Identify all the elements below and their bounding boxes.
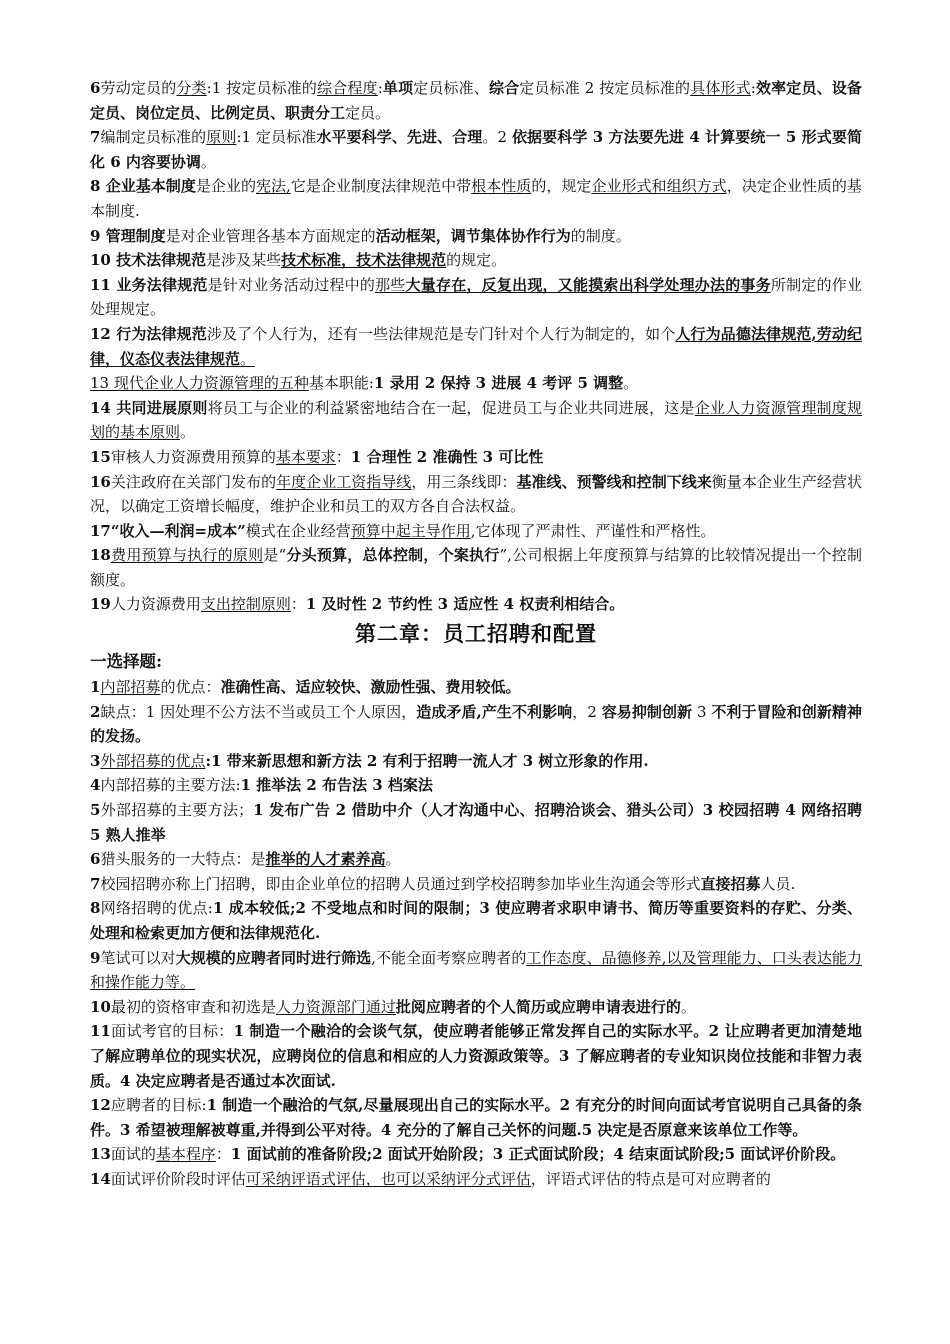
text-segment: 12 (90, 1096, 111, 1115)
list-item (90, 76, 862, 125)
text-segment: 直接招募 (700, 874, 761, 893)
text-segment: 可采纳评语式评估，也可以采纳评分式评估 (245, 1169, 531, 1188)
text-segment: 是针对业务活动过程中的 (207, 275, 376, 294)
text-segment: 年度企业工资指导线 (276, 472, 412, 491)
text-segment: 7 (90, 874, 101, 893)
text-segment: 是对企业管理各基本方面规定的 (165, 226, 376, 245)
text-segment: 人力资源部门通过 (275, 997, 396, 1016)
text-segment: ： (215, 1145, 231, 1164)
text-segment: ，2 (572, 702, 602, 721)
list-item (90, 1019, 862, 1093)
text-segment: 内部招募的主要方法: (100, 776, 241, 795)
list-item (90, 125, 862, 174)
text-segment: 1 (90, 678, 101, 697)
text-segment: 。 (680, 997, 696, 1016)
text-segment: 。 (623, 374, 639, 393)
text-segment: 15 (90, 447, 111, 466)
list-item (90, 798, 862, 847)
text-segment: 10 (90, 997, 111, 1016)
chapter1-list (90, 76, 862, 617)
text-segment: 14 (90, 1169, 111, 1188)
text-segment: 9 管理制度 (90, 226, 166, 245)
text-segment: 。 (240, 349, 256, 368)
text-segment: 19 (90, 595, 111, 614)
text-segment: 基本职能: (308, 374, 374, 393)
text-segment: ,不能全面考察应聘者的 (371, 948, 527, 967)
text-segment: 水平要科学、先进、合理 (316, 128, 483, 147)
text-segment: ，评语式评估的特点是可对应聘者的 (530, 1169, 771, 1188)
text-segment: 具体形式 (690, 79, 751, 97)
list-item (90, 445, 862, 470)
text-segment: 那些 (375, 275, 406, 294)
text-segment: 容易抑制创新 (601, 702, 693, 721)
text-segment: 综合 (488, 79, 520, 97)
text-segment: 1 推举法 2 布告法 3 档案法 (240, 776, 433, 795)
list-item (90, 700, 862, 749)
text-segment: 宪法, (255, 177, 291, 196)
text-segment: 预算中起主导作用 (350, 521, 471, 540)
text-segment: 1 面试前的准备阶段;2 面试开始阶段；3 正式面试阶段；4 结束面试阶段;5 面试评价阶段。 (230, 1145, 846, 1164)
list-item (90, 896, 862, 945)
text-segment: 缺点：1 因处理不公方法不当或员工个人原因， (100, 702, 417, 721)
text-segment: 大规模的应聘者同时进行筛选 (175, 948, 372, 967)
text-segment: 面试的 (110, 1145, 156, 1164)
list-item (90, 1142, 862, 1167)
text-segment: 17“收入—利润=成本” (90, 521, 246, 540)
text-segment: 1 制造一个融洽的气氛,尽量展现出自己的实际水平。2 有充分的时间向面试考官说明自己具备的条件。3 希望被理解被尊重,并得到公平对待。4 充分的了解自己关怀的问题.5 决定是否原意来该单位工作等。 (90, 1096, 862, 1139)
text-segment: 13 现代企业人力资源管理的五种 (90, 374, 309, 393)
text-segment: 猎头服务的一大特点：是 (100, 850, 266, 869)
text-segment: 14 共同进展原则 (90, 398, 208, 417)
text-segment: 2 (90, 702, 101, 721)
text-segment: 的优点： (160, 678, 221, 697)
list-item (90, 847, 862, 872)
text-segment: : (750, 79, 756, 97)
text-segment: 综合程度 (317, 79, 378, 97)
text-segment: 涉及了个人行为，还有一些法律规范是专门针对个人行为制定的，如个 (206, 324, 676, 343)
text-segment: 16 (90, 472, 111, 491)
text-segment: 活动框架，调节集体协作行为 (375, 226, 571, 245)
text-segment: 人行为品德法律规范,劳动纪律，仪态仪表法律规范 (90, 324, 862, 368)
text-segment: 的规定。 (446, 251, 507, 270)
text-segment: 面试评价阶段时评估 (110, 1169, 246, 1188)
list-item (90, 396, 862, 445)
text-segment: 是涉及某些 (206, 251, 282, 270)
text-segment: 模式在企业经营 (245, 521, 351, 540)
text-segment: 准确性高、适应较快、激励性强、费用较低。 (220, 678, 521, 697)
chapter2-list (90, 675, 862, 1191)
text-segment: 18 (90, 546, 111, 565)
list-item (90, 749, 862, 774)
text-segment: :1 带来新思想和新方法 2 有利于招聘一流人才 3 树立形象的作用. (205, 751, 649, 770)
text-segment: 关注政府在关部门发布的 (110, 472, 277, 491)
text-segment: 编制定员标准的 (100, 128, 207, 147)
text-segment: 分头预算，总体控制，个案执行 (286, 546, 500, 565)
list-item (90, 773, 862, 798)
text-segment: 费用预算与执行的原则 (110, 546, 264, 565)
text-segment: 基准线、预警线和控制下线来 (516, 472, 712, 491)
text-segment: 。 (385, 850, 401, 869)
list-item (90, 519, 862, 544)
text-segment: 是“ (263, 546, 287, 565)
text-segment: 基本要求 (275, 447, 336, 466)
text-segment: 定员标准、 (413, 79, 489, 97)
text-segment: 最初的资格审查和初选是 (110, 997, 276, 1016)
list-item (90, 470, 862, 519)
text-segment: 基本程序 (155, 1145, 216, 1164)
text-segment: 审核人力资源费用预算的 (110, 447, 276, 466)
text-segment: 支出控制原则 (200, 595, 291, 614)
text-segment: 外部招募的优点 (100, 751, 206, 770)
list-item (90, 248, 862, 273)
text-segment: : (377, 79, 383, 97)
list-item (90, 322, 862, 371)
text-segment: 企业形式和组织方式 (591, 177, 727, 196)
text-segment: 劳动定员的 (100, 79, 177, 97)
text-segment: 5 (90, 801, 101, 820)
text-segment: 3 (692, 702, 712, 721)
list-item (90, 1167, 862, 1192)
text-segment: 面试考官的目标： (110, 1022, 234, 1041)
text-segment: 8 (90, 899, 101, 918)
text-segment: ,它体现了严肃性、严谨性和严格性。 (470, 521, 716, 540)
text-segment: :1 按定员标准的 (206, 79, 318, 97)
text-segment: 应聘者的目标: (110, 1096, 207, 1115)
text-segment: 所制定的作业处理规定。 (90, 275, 862, 319)
text-segment: 4 (90, 776, 101, 795)
section-title: 一选择题: (90, 652, 163, 672)
list-item (90, 675, 862, 700)
list-item (90, 224, 862, 249)
text-segment: 内部招募 (100, 678, 161, 697)
list-item (90, 995, 862, 1020)
text-segment: 将员工与企业的利益紧密地结合在一起，促进员工与企业共同进展，这是 (207, 398, 695, 417)
text-segment: 10 技术法律规范 (90, 251, 207, 270)
text-segment: :1 定员标准 (236, 128, 317, 147)
text-segment: 分类 (176, 79, 207, 97)
text-segment: 1 发布广告 2 借助中介（人才沟通中心、招聘洽谈会、猎头公司）3 校园招聘 4 网络招聘 5 熟人推举 (90, 801, 862, 844)
list-item (90, 371, 862, 396)
text-segment: 企业人力资源管理制度规划的基本原则 (90, 398, 862, 442)
text-segment: 原则 (206, 128, 237, 147)
text-segment: 定员。 (345, 103, 391, 122)
text-segment: ，决定企业性质的基本制度. (90, 177, 862, 220)
list-item (90, 1093, 862, 1142)
text-segment: 不利于冒险和创新精神的发扬。 (90, 702, 862, 746)
text-segment: 7 (90, 128, 101, 147)
text-segment: 6 (90, 850, 101, 869)
text-segment: 外部招募的主要方法； (100, 801, 254, 820)
list-item (90, 543, 862, 592)
text-segment: 11 (90, 1022, 111, 1041)
text-segment: 1 录用 2 保持 3 进展 4 考评 5 调整 (373, 374, 624, 393)
text-segment: 技术标准，技术法律规范 (281, 251, 447, 270)
text-segment: 3 (90, 751, 101, 770)
text-segment: ，用三条线即： (411, 472, 517, 491)
list-item (90, 946, 862, 995)
text-segment: 13 (90, 1145, 111, 1164)
text-segment: 推举的人才素养高 (265, 850, 386, 869)
list-item (90, 273, 862, 322)
chapter-title: 第二章：员工招聘和配置 (355, 621, 597, 647)
text-segment: 。2 (482, 128, 512, 147)
text-segment: 网络招聘的优点: (100, 899, 213, 918)
text-segment: 8 企业基本制度 (90, 177, 196, 196)
list-item (90, 174, 862, 223)
list-item (90, 592, 862, 617)
text-segment: 11 业务法律规范 (90, 275, 208, 294)
text-segment: 是企业的 (195, 177, 256, 196)
text-segment: 的，规定 (531, 177, 592, 196)
text-segment: 1 制造一个融洽的会谈气氛，使应聘者能够正常发挥自己的实际水平。2 让应聘者更加清楚地了解应聘单位的现实状况，应聘岗位的信息和相应的人力资源政策等。3 了解应聘者的专业知识岗位技能和非智力表质。4 决定应聘者是否通过本次面试. (90, 1022, 862, 1090)
text-segment: 校园招聘亦称上门招聘，即由企业单位的招聘人员通过到学校招聘参加毕业生沟通会等形式 (100, 874, 701, 893)
text-segment: 它是企业制度法律规范中带 (290, 177, 472, 196)
text-segment: 批阅应聘者的个人简历或应聘申请表进行的 (395, 997, 681, 1016)
text-segment: 9 (90, 948, 101, 967)
text-segment: 根本性质 (471, 177, 532, 196)
text-segment: ： (290, 595, 306, 614)
text-segment: 12 行为法律规范 (90, 324, 207, 343)
text-segment: 人力资源费用 (110, 595, 201, 614)
text-segment: 定员标准 2 按定员标准的 (519, 79, 691, 97)
text-segment: 6 (90, 79, 101, 97)
text-segment: 造成矛盾,产生不利影响 (416, 702, 573, 721)
text-segment: ： (335, 447, 351, 466)
text-segment: 的制度。 (570, 226, 631, 245)
text-segment: 1 及时性 2 节约性 3 适应性 4 权责利相结合。 (305, 595, 625, 614)
text-segment: 。 (200, 152, 216, 171)
text-segment: 衡量本企业生产经营状况，以确定工资增长幅度，维护企业和员工的双方各自合法权益。 (90, 472, 862, 516)
text-segment: 效率定员、设备定员、岗位定员、比例定员、职责分工 (90, 79, 862, 122)
text-segment: ”,公司根据上年度预算与结算的比较情况提出一个控制额度。 (90, 546, 862, 589)
text-segment: 单项 (382, 79, 414, 97)
text-segment: 人员. (760, 874, 796, 893)
text-segment: 依据要科学 3 方法要先进 4 计算要统一 5 形式要简化 6 内容要协调 (90, 128, 862, 171)
text-segment: 。 (180, 423, 196, 442)
text-segment: 1 成本较低;2 不受地点和时间的限制；3 使应聘者求职申请书、简历等重要资料的存贮、分类、处理和检索更加方便和法律规范化. (90, 899, 862, 942)
text-segment: 笔试可以对 (100, 948, 176, 967)
text-segment: 大量存在，反复出现，又能摸索出科学处理办法的事务 (405, 275, 771, 294)
list-item (90, 872, 862, 897)
text-segment: 1 合理性 2 准确性 3 可比性 (350, 447, 544, 466)
text-segment: 工作态度、品德修养,以及管理能力、口头表达能力和操作能力等。 (90, 948, 862, 992)
